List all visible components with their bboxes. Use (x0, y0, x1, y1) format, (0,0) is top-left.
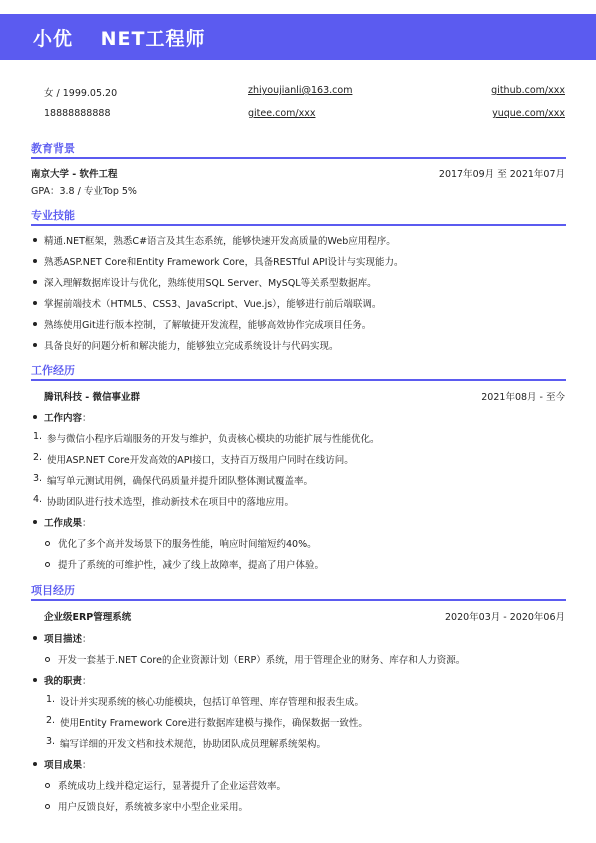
skill-item: 精通.NET框架，熟悉C#语言及其生态系统，能够快速开发高质量的Web应用程序。 (44, 236, 396, 247)
project-duty-item: 设计并实现系统的核心功能模块，包括订单管理、库存管理和报表生成。 (60, 697, 365, 708)
project-desc-label: 项目描述 (44, 634, 83, 645)
circle-bullet (45, 541, 50, 546)
school-major: 南京大学 - 软件工程 (31, 169, 118, 180)
project-result-label: 项目成果 (44, 760, 83, 771)
education-period: 2017年09月 至 2021年07月 (438, 169, 565, 180)
list-number: 1. (33, 431, 43, 442)
education-divider (31, 157, 566, 159)
label-colon: ： (82, 518, 92, 529)
bullet-dot (33, 238, 37, 242)
gender-birth: 女 / 1999.05.20 (44, 88, 118, 99)
email-link[interactable]: zhiyoujianli@163.com (248, 85, 353, 96)
work-content-item: 使用ASP.NET Core开发高效的API接口，支持百万级用户同时在线访问。 (47, 455, 354, 466)
list-number: 2. (46, 715, 56, 726)
work-content-item: 参与微信小程序后端服务的开发与维护，负责核心模块的功能扩展与性能优化。 (47, 434, 380, 445)
project-period: 2020年03月 - 2020年06月 (445, 612, 565, 623)
work-result-label: 工作成果 (44, 518, 83, 529)
yuque-link[interactable]: yuque.com/xxx (492, 108, 565, 119)
project-name: 企业级ERP管理系统 (44, 612, 132, 623)
circle-bullet (45, 804, 50, 809)
circle-bullet (45, 783, 50, 788)
bullet-dot (33, 322, 37, 326)
project-duty-item: 编写详细的开发文档和技术规范，协助团队成员理解系统架构。 (60, 739, 327, 750)
project-result-item: 系统成功上线并稳定运行，显著提升了企业运营效率。 (58, 781, 287, 792)
skill-item: 熟练使用Git进行版本控制，了解敏捷开发流程，能够高效协作完成项目任务。 (44, 320, 372, 331)
project-result-item: 用户反馈良好，系统被多家中小型企业采用。 (58, 802, 249, 813)
circle-bullet (45, 657, 50, 662)
project-duty-item: 使用Entity Framework Core进行数据库建模与操作，确保数据一致性。 (60, 718, 368, 729)
list-number: 3. (33, 473, 43, 484)
label-colon: ： (82, 634, 92, 645)
company-name: 腾讯科技 - 微信事业群 (44, 392, 141, 403)
work-content-heading (44, 410, 92, 424)
work-result-heading (44, 515, 92, 529)
work-content-item: 编写单元测试用例，确保代码质量并提升团队整体测试覆盖率。 (47, 476, 314, 487)
bullet-dot (33, 343, 37, 347)
skill-item: 掌握前端技术（HTML5、CSS3、JavaScript、Vue.js），能够进行前后端联调。 (44, 299, 382, 310)
project-title: 项目经历 (31, 584, 75, 597)
resume-title: 小优 NET工程师 (33, 28, 206, 50)
bullet-dot (33, 636, 37, 640)
bullet-dot (33, 301, 37, 305)
list-number: 3. (46, 736, 56, 747)
work-result-item: 提升了系统的可维护性，减少了线上故障率，提高了用户体验。 (58, 560, 325, 571)
circle-bullet (45, 562, 50, 567)
list-number: 4. (33, 494, 43, 505)
github-link[interactable]: github.com/xxx (491, 85, 565, 96)
list-number: 1. (46, 694, 56, 705)
gitee-link[interactable]: gitee.com/xxx (248, 108, 316, 119)
project-divider (31, 599, 566, 601)
work-title: 工作经历 (31, 364, 75, 377)
bullet-dot (33, 280, 37, 284)
work-content-label: 工作内容 (44, 413, 83, 424)
header-banner (0, 14, 596, 60)
bullet-dot (33, 415, 37, 419)
project-result-heading (44, 757, 92, 771)
skills-divider (31, 224, 566, 226)
work-content-item: 协助团队进行技术选型，推动新技术在项目中的落地应用。 (47, 497, 295, 508)
label-colon: ： (82, 676, 92, 687)
skill-item: 具备良好的问题分析和解决能力，能够独立完成系统设计与代码实现。 (44, 341, 339, 352)
label-colon: ： (82, 413, 92, 424)
bullet-dot (33, 762, 37, 766)
work-divider (31, 379, 566, 381)
project-duty-heading (44, 673, 92, 687)
bullet-dot (33, 259, 37, 263)
work-result-item: 优化了多个高并发场景下的服务性能，响应时间缩短约40%。 (58, 539, 317, 550)
bullet-dot (33, 520, 37, 524)
bullet-dot (33, 678, 37, 682)
skills-title: 专业技能 (31, 209, 75, 222)
gpa-rank: GPA：3.8 / 专业Top 5% (31, 186, 137, 197)
work-period: 2021年08月 - 至今 (481, 392, 565, 403)
skill-item: 熟悉ASP.NET Core和Entity Framework Core，具备RESTful API设计与实现能力。 (44, 257, 404, 268)
phone-number: 18888888888 (44, 108, 111, 119)
label-colon: ： (82, 760, 92, 771)
project-desc-text: 开发一套基于.NET Core的企业资源计划（ERP）系统，用于管理企业的财务、库存和人力资源。 (58, 655, 466, 666)
skill-item: 深入理解数据库设计与优化，熟练使用SQL Server、MySQL等关系型数据库。 (44, 278, 377, 289)
list-number: 2. (33, 452, 43, 463)
project-desc-heading (44, 631, 92, 645)
project-duty-label: 我的职责 (44, 676, 83, 687)
education-title: 教育背景 (31, 142, 75, 155)
